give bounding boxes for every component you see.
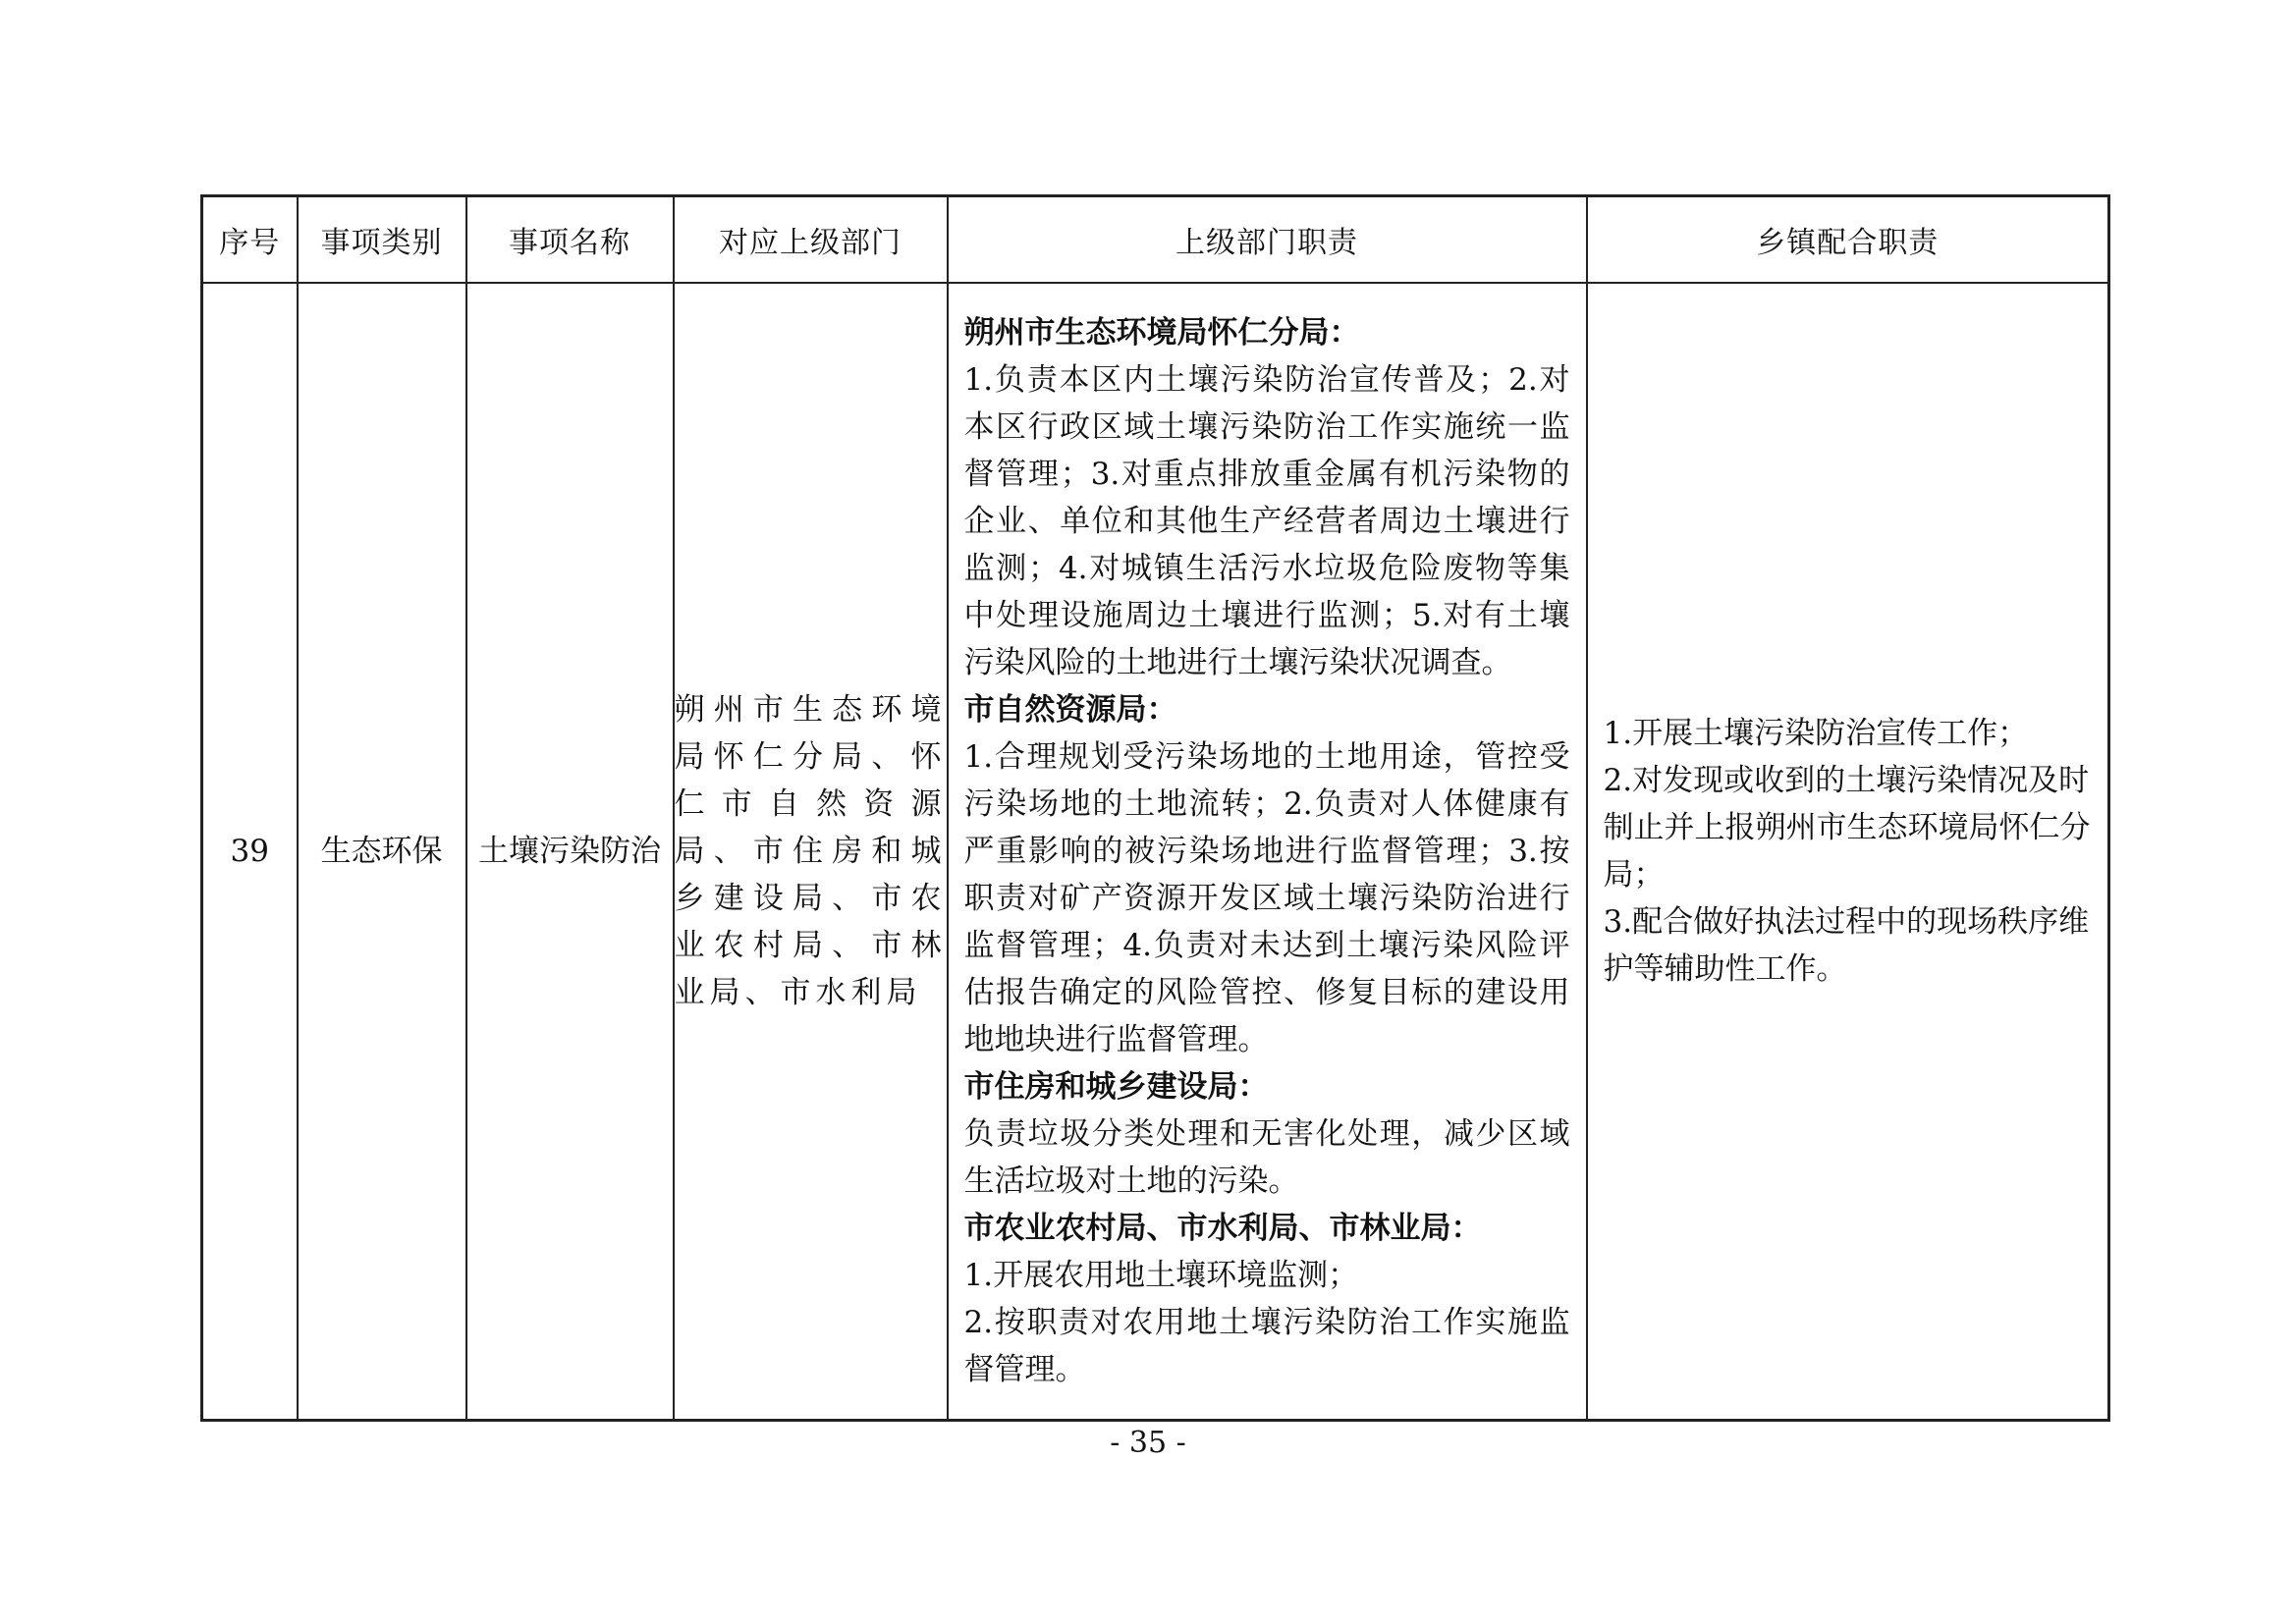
duty-heading: 朔州市生态环境局怀仁分局：: [963, 315, 1360, 351]
duty-text: 1.合理规划受污染场地的土地用途，管控受污染场地的土地流转；2.负责对人体健康有严重影响的被污染场地进行监督管理；3.按职责对矿产资源开发区域土壤污染防治进行监督管理；4.负责对未达到土壤污染风险评估报告确定的风险管控、修复目标的建设用地地块进行监督管理。: [963, 739, 1570, 1057]
duty-text: 1.开展农用地土壤环境监测；: [963, 1258, 1359, 1293]
header-departments: 对应上级部门: [674, 196, 948, 284]
duty-heading: 市农业农村局、市水利局、市林业局：: [963, 1211, 1482, 1246]
duty-text: 负责垃圾分类处理和无害化处理，减少区域生活垃圾对土地的污染。: [963, 1116, 1570, 1199]
cell-item-name: 土壤污染防治: [466, 283, 674, 1421]
upper-duties-block: [949, 309, 1586, 1393]
table-row: [202, 283, 2109, 1421]
cell-upper-duties: [948, 283, 1587, 1421]
duty-text: 1.负责本区内土壤污染防治宣传普及；2.对本区行政区域土壤污染防治工作实施统一监督管理；3.对重点排放重金属有机污染物的企业、单位和其他生产经营者周边土壤进行监测；4.对城镇生活污水垃圾危险废物等集中处理设施周边土壤进行监测；5.对有土壤污染风险的土地进行土壤污染状况调查。: [963, 362, 1570, 680]
town-duties-block: [1588, 710, 2108, 993]
header-town-duties: 乡镇配合职责: [1587, 196, 2109, 284]
page-number: - 35 -: [1110, 1426, 1186, 1460]
table-body: [202, 283, 2109, 1421]
header-upper-duties: 上级部门职责: [948, 196, 1587, 284]
duty-heading: 市自然资源局：: [963, 692, 1177, 728]
table-header: [202, 196, 2109, 284]
cell-departments: 朔州市生态环境局怀仁分局、怀仁市自然资源局、市住房和城乡建设局、市农业农村局、市林业局、市水利局: [674, 283, 948, 1421]
cell-category: 生态环保: [298, 283, 466, 1421]
duty-heading: 市住房和城乡建设局：: [963, 1069, 1269, 1105]
duty-group-ecology: [964, 309, 1570, 686]
town-duty-item: 2.对发现或收到的土壤污染情况及时制止并上报朔州市生态环境局怀仁分局；: [1603, 763, 2091, 893]
town-duty-item: 1.开展土壤污染防治宣传工作；: [1603, 716, 2029, 751]
header-number: 序号: [202, 196, 298, 284]
duty-table: [200, 194, 2110, 1422]
duty-group-agriculture: [964, 1205, 1570, 1393]
duty-group-natural-resources: [964, 686, 1570, 1063]
cell-number: 39: [202, 283, 298, 1421]
cell-town-duties: [1587, 283, 2109, 1421]
header-row: [202, 196, 2109, 284]
header-category: 事项类别: [298, 196, 466, 284]
town-duty-item: 3.配合做好执法过程中的现场秩序维护等辅助性工作。: [1603, 904, 2090, 987]
header-item-name: 事项名称: [466, 196, 674, 284]
duty-group-housing: [964, 1063, 1570, 1205]
duty-text: 2.按职责对农用地土壤污染防治工作实施监督管理。: [963, 1305, 1570, 1387]
